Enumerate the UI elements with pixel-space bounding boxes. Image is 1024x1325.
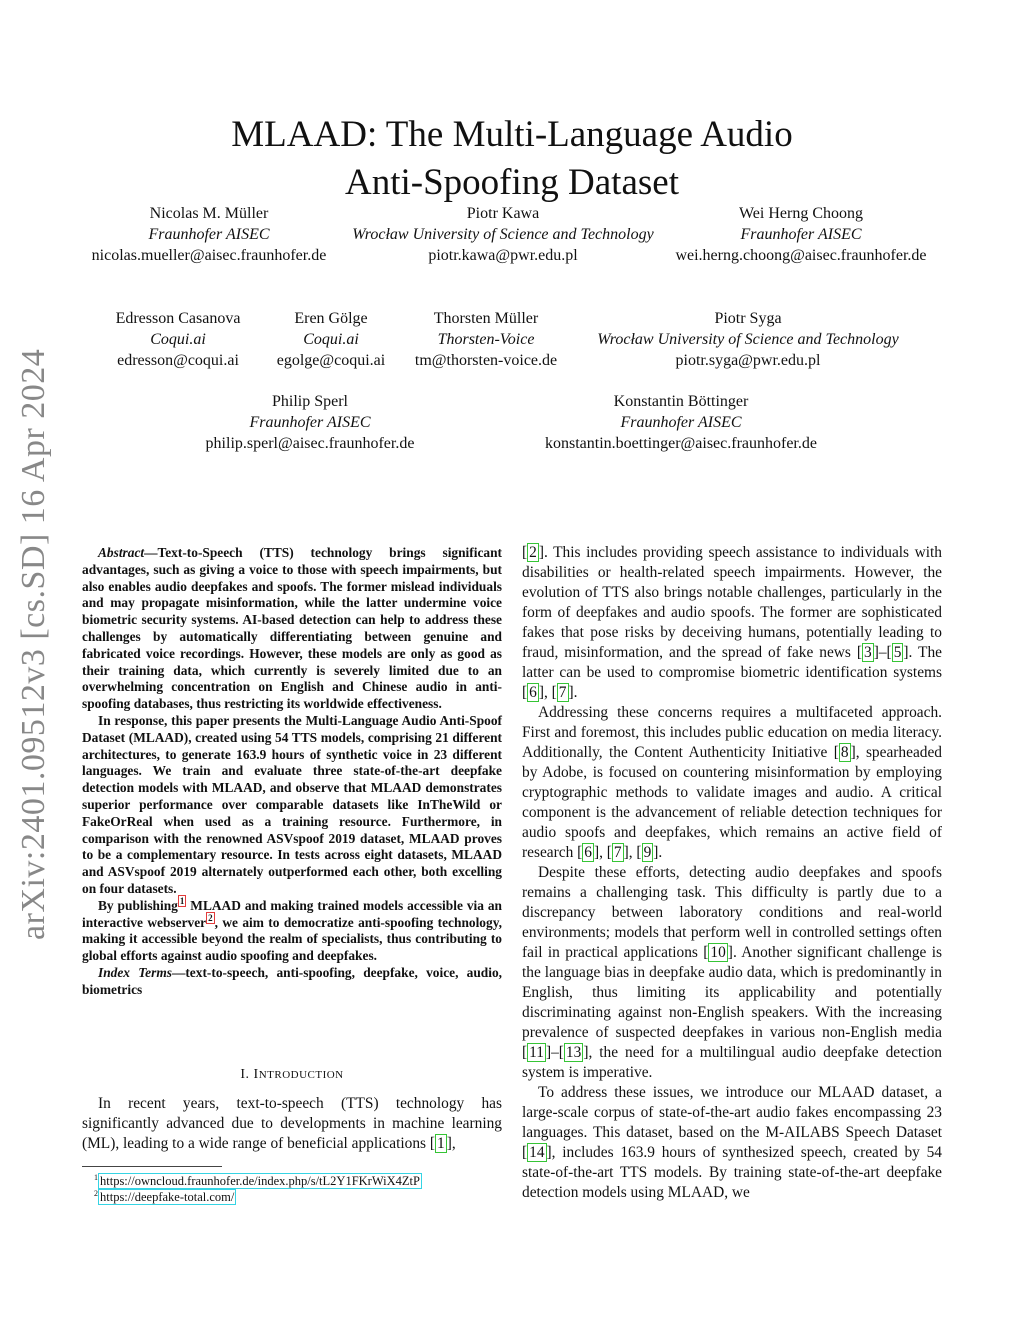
- abstract-label: Abstract: [98, 545, 145, 560]
- citation-link[interactable]: 14: [529, 1144, 545, 1161]
- abstract-paragraph-3-part-a: By publishing: [98, 897, 178, 913]
- citation-link[interactable]: 13: [565, 1044, 582, 1061]
- title-line-2: Anti-Spoofing Dataset: [345, 161, 679, 203]
- author-block: [526, 391, 836, 454]
- author-email: philip.sperl@aisec.fraunhofer.de: [205, 435, 415, 452]
- author-email: edresson@coqui.ai: [117, 352, 239, 369]
- author-email: egolge@coqui.ai: [276, 352, 386, 369]
- author-name: Thorsten Müller: [433, 310, 539, 327]
- author-block: [330, 203, 676, 266]
- footnote-2: [94, 1186, 236, 1205]
- author-affiliation: Wrocław University of Science and Technology: [352, 226, 654, 243]
- arxiv-identifier: arXiv:2401.09512v3 [cs.SD] 16 Apr 2024: [15, 348, 52, 940]
- author-name: Piotr Kawa: [466, 205, 540, 222]
- author-name: Konstantin Böttinger: [613, 393, 749, 410]
- author-block: [583, 308, 913, 371]
- citation-link[interactable]: 10: [710, 944, 726, 961]
- author-affiliation: Fraunhofer AISEC: [148, 226, 270, 243]
- author-block: [98, 308, 258, 371]
- author-affiliation: Thorsten-Voice: [437, 331, 535, 348]
- author-name: Nicolas M. Müller: [149, 205, 269, 222]
- author-email: piotr.syga@pwr.edu.pl: [675, 352, 821, 369]
- author-block: [59, 203, 359, 266]
- abstract-paragraph-2: In response, this paper presents the Multi-Language Audio Anti-Spoof Dataset (MLAAD), created using 54 TTS models, comprising 21 different architectures, to generate 163.9 hours of synthetic voice in 23 different languages. We train and evaluate three state-of-the-art deepfake detection models with MLAAD, and observe that MLAAD demonstrates superior performance over comparable datasets like InTheWild or FakeOrReal when used as a training resource. Furthermore, in comparison with the renowned ASVspoof 2019 dataset, MLAAD proves to be a complementary resource. In tests across eight datasets, MLAAD and ASVspoof 2019 alternately outperformed each other, both excelling on four datasets.: [82, 712, 502, 896]
- author-email: piotr.kawa@pwr.edu.pl: [428, 247, 578, 264]
- citation-link[interactable]: 6: [584, 844, 592, 861]
- author-name: Piotr Syga: [714, 310, 782, 327]
- footnote-url-link[interactable]: https://owncloud.fraunhofer.de/index.php/s/tL2Y1FKrWiX4ZtP: [100, 1174, 420, 1189]
- citation-link[interactable]: 5: [893, 644, 902, 661]
- right-paragraph-3-part-b: . Another significant challenge is the language bias in deepfake audio data, which is predominantly in English, thus limiting its applicability and potentially discriminating against non-English speakers. With the increasing prevalence of suspected deepfakes in various non-English media: [522, 944, 942, 1041]
- author-block: [660, 203, 942, 266]
- author-name: Edresson Casanova: [115, 310, 241, 327]
- citation-link[interactable]: 8: [840, 744, 849, 761]
- abstract-paragraph-3-part-c: , we aim to democratize anti-spoofing technology, making it accessible beyond the realm of specialists, thus contributing to global efforts against audio spoofing and deepfakes.: [82, 914, 503, 964]
- author-block: [190, 391, 430, 454]
- author-name: Philip Sperl: [271, 393, 348, 410]
- author-email: nicolas.mueller@aisec.fraunhofer.de: [91, 247, 327, 264]
- footnote-link-2[interactable]: 2: [208, 913, 213, 924]
- title-line-1: MLAAD: The Multi-Language Audio: [231, 113, 793, 155]
- footnote-mark: 2: [94, 1189, 98, 1198]
- abstract-paragraph-1: —Text-to-Speech (TTS) technology brings significant advantages, such as giving a voice to those with speech impairments, but also enables audio deepfakes and spoofs. The former mislead individuals and may propagate misinformation, while the latter undermine voice biometric security systems. AI-based detection can help to address these challenges by automatically differentiating between genuine and fabricated voice recordings. However, these models are only as good as their training data, which currently is severely limited due to an overwhelming concentration on English and Chinese audio in anti-spoofing databases, thus restricting its worldwide effectiveness.: [82, 545, 502, 712]
- right-paragraph-3-part-a: Despite these efforts, detecting audio deepfakes and spoofs remains a challenging task. This difficulty is partly due to a discrepancy between laboratory conditions and real-world environments; models that perform well in controlled settings often fail in practical applications: [522, 864, 942, 961]
- index-terms-label: Index Terms: [98, 964, 172, 980]
- section-number: I.: [240, 1067, 250, 1082]
- footnote-link-1[interactable]: 1: [179, 896, 185, 907]
- footnote-url-link[interactable]: https://deepfake-total.com/: [100, 1190, 235, 1205]
- author-name: Eren Gölge: [294, 310, 368, 327]
- citation-link[interactable]: 7: [558, 684, 567, 701]
- footnote-mark: 1: [94, 1173, 98, 1182]
- section-heading: [82, 1067, 502, 1083]
- introduction-left: In recent years, text-to-speech (TTS) technology has significantly advanced due to developments in machine learning (ML), leading to a wide range of beneficial applications [ 1 ],: [82, 1095, 502, 1152]
- author-block: [405, 308, 567, 371]
- intro-paragraph-1: In recent years, text-to-speech (TTS) technology has significantly advanced due to developments in machine learning (ML), leading to a wide range of beneficial applications: [82, 1095, 502, 1152]
- citation-link[interactable]: 11: [529, 1044, 544, 1061]
- author-affiliation: Coqui.ai: [150, 331, 206, 348]
- right-paragraph-1-part-a: . This includes providing speech assistance to individuals with disabilities or health-related speech impairments. However, the evolution of TTS also brings notable challenges, particularly in the form of deepfakes and audio spoofs. The former are sophisticated fakes that pose risks by deceiving humans, potentially leading to fraud, misinformation, and the spread of fake news: [522, 544, 942, 661]
- paper-title: [0, 111, 1024, 207]
- section-title: INTRODUCTION: [253, 1067, 344, 1082]
- citation-link[interactable]: 6: [529, 684, 537, 701]
- author-name: Wei Herng Choong: [738, 205, 864, 222]
- right-paragraph-3-part-c: , the need for a multilingual audio deepfake detection system is imperative.: [522, 1044, 942, 1081]
- author-email: wei.herng.choong@aisec.fraunhofer.de: [675, 247, 927, 264]
- abstract-paragraph-3-part-b: MLAAD and making trained models accessible via an interactive webserver: [82, 897, 503, 930]
- right-paragraph-4-part-b: , includes 163.9 hours of synthesized speech, created by 54 state-of-the-art TTS models. By training state-of-the-art deepfake detection models using MLAAD, we: [522, 1144, 942, 1201]
- author-affiliation: Fraunhofer AISEC: [249, 414, 371, 431]
- citation-link[interactable]: 2: [529, 544, 537, 561]
- citation-link[interactable]: 7: [613, 844, 622, 861]
- right-paragraph-1-part-b: . The latter can be used to compromise biometric identification systems: [522, 644, 942, 681]
- right-paragraph-2-part-a: Addressing these concerns requires a multifaceted approach. First and foremost, this includes public education on media literacy. Additionally, the Content Authenticity Initiative: [522, 704, 942, 761]
- abstract: [82, 545, 502, 999]
- author-block: [271, 308, 391, 371]
- author-affiliation: Fraunhofer AISEC: [740, 226, 862, 243]
- citation-link[interactable]: 1: [437, 1135, 445, 1152]
- author-email: tm@thorsten-voice.de: [414, 352, 558, 369]
- author-affiliation: Wrocław University of Science and Technology: [597, 331, 899, 348]
- right-paragraph-2-part-b: , spearheaded by Adobe, is focused on countering misinformation by employing cryptographic methods to validate images and audio. A critical component is the advancement of reliable detection techniques for audio spoofs and deepfakes, which remains an active field of research: [522, 744, 942, 861]
- citation-link[interactable]: 3: [864, 644, 872, 661]
- index-terms: —text-to-speech, anti-spoofing, deepfake, voice, audio, biometrics: [82, 964, 502, 997]
- right-paragraph-4-part-a: To address these issues, we introduce our MLAAD dataset, a large-scale corpus of state-of-the-art audio fakes encompassing 23 languages. This dataset, based on the M-AILABS Speech Dataset: [522, 1084, 942, 1141]
- author-affiliation: Fraunhofer AISEC: [620, 414, 742, 431]
- citation-link[interactable]: 9: [643, 844, 652, 861]
- introduction-right: [ 2 ]. This includes providing speech assistance to individuals with disabilities or health-related speech impairments. However, the evolution of TTS also brings notable challenges, particularly in the form of deepfakes and audio spoofs. The former are sophisticated fakes that pose risks by deceiving humans, potentially leading to fraud, misinformation, and the spread of fake news [ 3 ]–[ 5 ]. The latter can be used to compromise biometric identification systems [ 6 ], [ 7 ]. Addressing these concerns requires a multifaceted approach. First and foremost, this includes public education on media literacy. Additionally, the Content Authenticity Initiative [ 8 ], spearheaded by Adobe, is focused on countering misinformation by employing cryptographic methods to validate images and audio. A critical component is the advancement of reliable detection techniques for audio spoofs and deepfakes, which remains an active field of research [ 6 ], [ 7 ], [ 9 ]. Despite these efforts, detecting audio deepfakes and spoofs remains a challenging task. This difficulty is partly due to a discrepancy between laboratory conditions and real-world environments; models that perform well in controlled settings often fail in practical applications [ 10 ]. Another significant challenge is the language bias in deepfake audio data, which is predominantly in English, thus limiting its applicability and potentially discriminating against non-English speakers. With the increasing prevalence of suspected deepfakes in various non-English media [ 11 ]–[ 13 ], the need for a multilingual audio deepfake detection system is imperative. To address these issues, we introduce our MLAAD dataset, a large-scale corpus of state-of-the-art audio fakes encompassing 23 languages. This dataset, based on the M-AILABS Speech Dataset [ 14 ], includes 163.9 hours of synthesized speech, created by 54 state-of-the-art TTS models. By training state-of-the-art deepfake detection models using MLAAD, we: [522, 544, 942, 1201]
- footnote-divider: [82, 1166, 222, 1167]
- author-email: konstantin.boettinger@aisec.fraunhofer.de: [545, 435, 817, 452]
- author-affiliation: Coqui.ai: [303, 331, 359, 348]
